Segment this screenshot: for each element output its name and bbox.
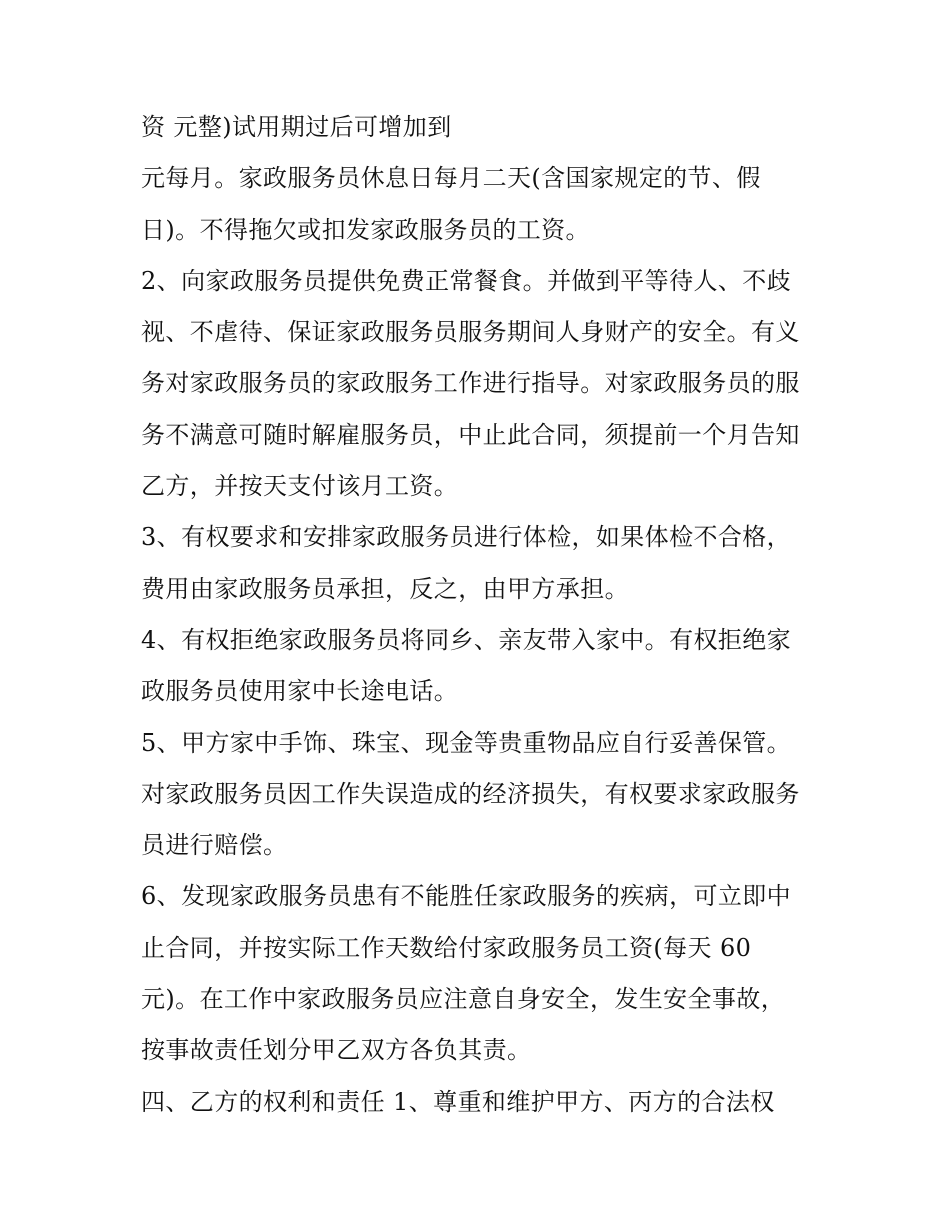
text-line: 4、有权拒绝家政服务员将同乡、亲友带入家中。有权拒绝家	[141, 625, 792, 654]
text-line: 5、甲方家中手饰、珠宝、现金等贵重物品应自行妥善保管。	[141, 728, 792, 757]
text-line: 费用由家政服务员承担，反之，由甲方承担。	[141, 574, 629, 603]
text-line: 3、有权要求和安排家政服务员进行体检，如果体检不合格，	[141, 523, 792, 552]
text-line: 元每月。家政服务员休息日每月二天(含国家规定的节、假	[141, 164, 761, 193]
text-line: 2、向家政服务员提供免费正常餐食。并做到平等待人、不歧	[141, 266, 792, 295]
text-line: 务对家政服务员的家政服务工作进行指导。对家政服务员的服	[141, 369, 800, 398]
text-line: 政服务员使用家中长途电话。	[141, 677, 459, 706]
document-body	[141, 102, 841, 1128]
text-line: 对家政服务员因工作失误造成的经济损失，有权要求家政服务	[141, 779, 800, 808]
text-line: 元)。在工作中家政服务员应注意自身安全，发生安全事故，	[141, 985, 786, 1014]
text-line: 6、发现家政服务员患有不能胜任家政服务的疾病，可立即中	[141, 882, 792, 911]
text-line: 按事故责任划分甲乙双方各负其责。	[141, 1036, 532, 1065]
text-line: 资 元整)试用期过后可增加到	[141, 113, 452, 141]
text-line: 视、不虐待、保证家政服务员服务期间人身财产的安全。有义	[141, 318, 800, 347]
text-line: 日)。不得拖欠或扣发家政服务员的工资。	[141, 215, 590, 244]
text-line: 乙方，并按天支付该月工资。	[141, 472, 459, 501]
text-line: 员进行赔偿。	[141, 831, 288, 860]
text-line: 四、乙方的权利和责任 1、尊重和维护甲方、丙方的合法权	[141, 1087, 775, 1116]
text-line: 务不满意可随时解雇服务员，中止此合同，须提前一个月告知	[141, 420, 800, 449]
text-line: 止合同，并按实际工作天数给付家政服务员工资(每天 60	[141, 933, 752, 962]
